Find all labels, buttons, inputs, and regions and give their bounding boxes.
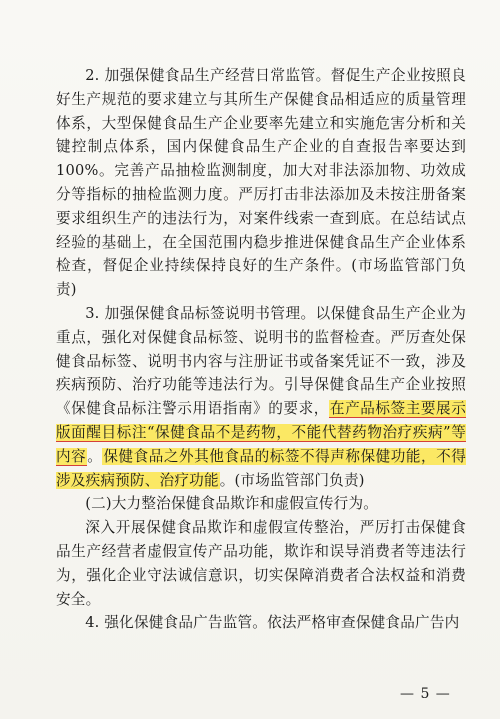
paragraph-label-management (56, 302, 466, 492)
sentence-separator: 。 (87, 447, 103, 465)
paragraph-fraud-crackdown: 深入开展保健食品欺诈和虚假宣传整治，严厉打击保健食品生产经营者虚假宣传产品功能，欺诈和误导消费者等违法行为，强化企业守法诚信意识，切实保障消费者合法权益和消费安全。 (56, 519, 466, 608)
label-management-text: 3. 加强保健食品标签说明书管理。以保健食品生产企业为重点，强化对保健食品标签、说明书的监督检查。严厉查处保健食品标签、说明书内容与注册证书或备案凭证不一致，涉及疾病预防、治疗功能等违法行为。引导保健食品生产企业按照《保健食品标注警示用语指南》的要求， (56, 304, 466, 418)
highlighted-warning-requirement: 在产品标签主要展示版面醒目标注“保健食品不是药物，不能代替药物治疗疾病”等内容 (56, 400, 466, 465)
highlighted-other-food-restriction: 保健食品之外其他食品的标签不得声称保健功能，不得涉及疾病预防、治疗功能 (56, 447, 466, 489)
document-body (56, 64, 466, 635)
paragraph-ad-supervision: 4. 强化保健食品广告监管。依法严格审查保健食品广告内 (85, 614, 460, 632)
paragraph-daily-supervision: 2. 加强保健食品生产经营日常监管。督促生产企业按照良好生产规范的要求建立与其所生产保健食品相适应的质量管理体系，大型保健食品生产企业要率先建立和实施危害分析和关键控制点体系，国内保健食品生产企业的自查报告率要达到100%。完善产品抽检监测制度，加大对非法添加物、功效成分等指标的抽检监测力度。严厉打击非法添加及未按注册备案要求组织生产的违法行为，对案件线索一查到底。在总结试点经验的基础上，在全国范围内稳步推进保健食品生产企业体系检查，督促企业持续保持良好的生产条件。(市场监管部门负责) (56, 67, 466, 299)
label-management-tail: 。(市场监管部门负责) (219, 471, 365, 489)
page-number: — 5 — (400, 686, 451, 702)
section-heading-fraud: (二)大力整治保健食品欺诈和虚假宣传行为。 (85, 495, 379, 513)
